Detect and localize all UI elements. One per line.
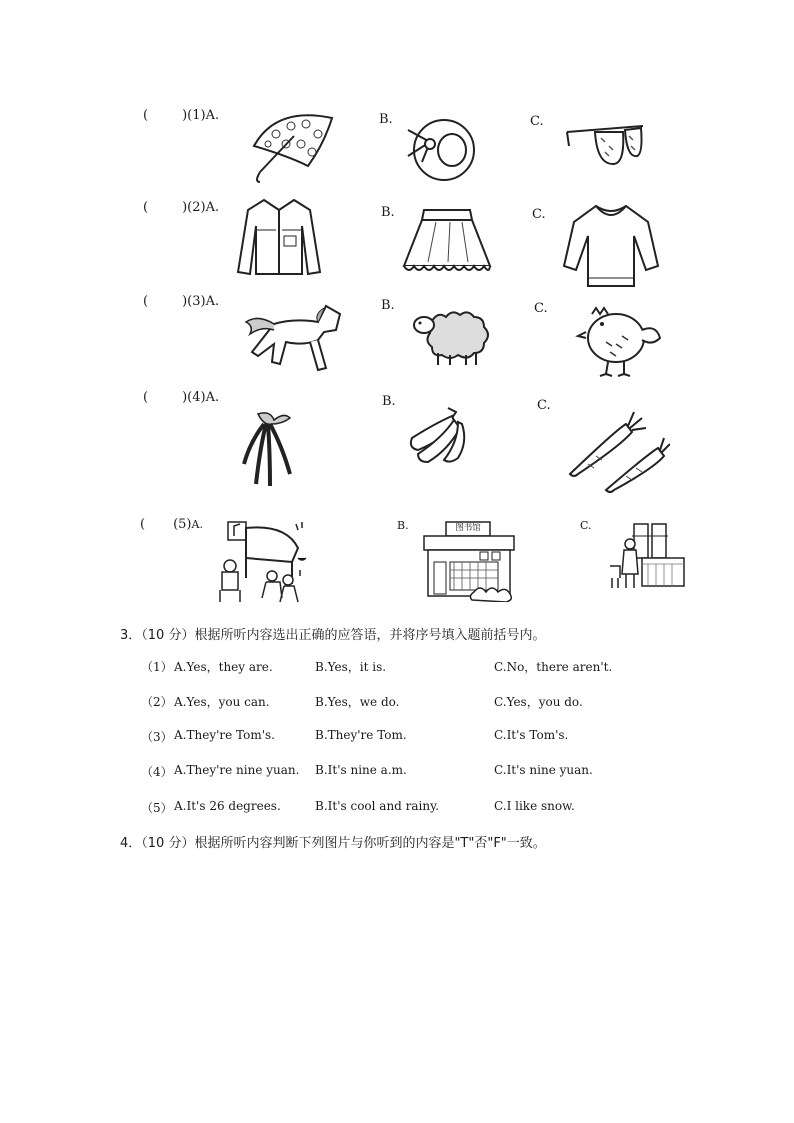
option-a: A.They're Tom's. [174, 728, 275, 742]
option-c: C.It's nine yuan. [494, 763, 593, 777]
question-3-number: ( )(3)A. [143, 294, 220, 309]
row-number: （5） [141, 801, 173, 815]
option-b: B.It's cool and rainy. [315, 799, 440, 813]
option-label: C. [537, 398, 551, 413]
row-number: （3） [141, 730, 173, 744]
sweater-icon [562, 202, 660, 290]
horse-icon [244, 300, 348, 376]
option-label: B. [397, 519, 409, 532]
option-c: C.Yes，you do. [494, 695, 583, 709]
row-number: （2） [141, 695, 173, 709]
option-label: B. [382, 394, 396, 409]
option-a: A.They're nine yuan. [174, 763, 300, 777]
section-4-heading: 4．（10 分）根据所听内容判断下列图片与你听到的内容是"T"否"F"一致。 [120, 836, 546, 851]
option-b: B.It's nine a.m. [315, 763, 407, 777]
row-number: （4） [141, 765, 173, 779]
skirt-icon [400, 206, 494, 278]
jacket-icon [236, 196, 322, 278]
option-label: C. [534, 301, 548, 316]
bookstore-sign: 图书馆 [455, 523, 481, 533]
option-a: A.Yes，they are. [174, 660, 273, 674]
option-label: C. [530, 114, 544, 129]
option-label: B. [379, 112, 393, 127]
music-room-icon [206, 518, 310, 606]
option-c: C.No，there aren't. [494, 660, 613, 674]
hat-icon [400, 112, 480, 186]
option-a: A.It's 26 degrees. [174, 799, 281, 813]
question-4-number: ( )(4)A. [143, 390, 220, 405]
option-label: C. [580, 519, 592, 532]
option-label: B. [381, 205, 395, 220]
umbrella-icon [246, 104, 338, 184]
question-2-number: ( )(2)A. [143, 200, 220, 215]
option-b: B.They're Tom. [315, 728, 407, 742]
office-icon [608, 522, 688, 592]
option-label: B. [381, 298, 395, 313]
green-beans-icon [238, 408, 296, 488]
carrots-icon [566, 408, 670, 494]
option-c: C.It's Tom's. [494, 728, 569, 742]
option-b: B.Yes，we do. [315, 695, 400, 709]
bananas-icon [404, 404, 470, 466]
sheep-icon [410, 303, 494, 369]
option-b: B.Yes，it is. [315, 660, 387, 674]
question-1-number: ( )(1)A. [143, 108, 220, 123]
question-5-number: ( (5)A. [140, 517, 203, 532]
row-number: （1） [141, 660, 173, 674]
option-c: C.I like snow. [494, 799, 575, 813]
sunglasses-icon [565, 120, 645, 174]
section-3-heading: 3．（10 分）根据所听内容选出正确的应答语，并将序号填入题前括号内。 [120, 628, 546, 643]
option-a: A.Yes，you can. [174, 695, 270, 709]
hen-icon [572, 302, 664, 380]
option-label: C. [532, 207, 546, 222]
